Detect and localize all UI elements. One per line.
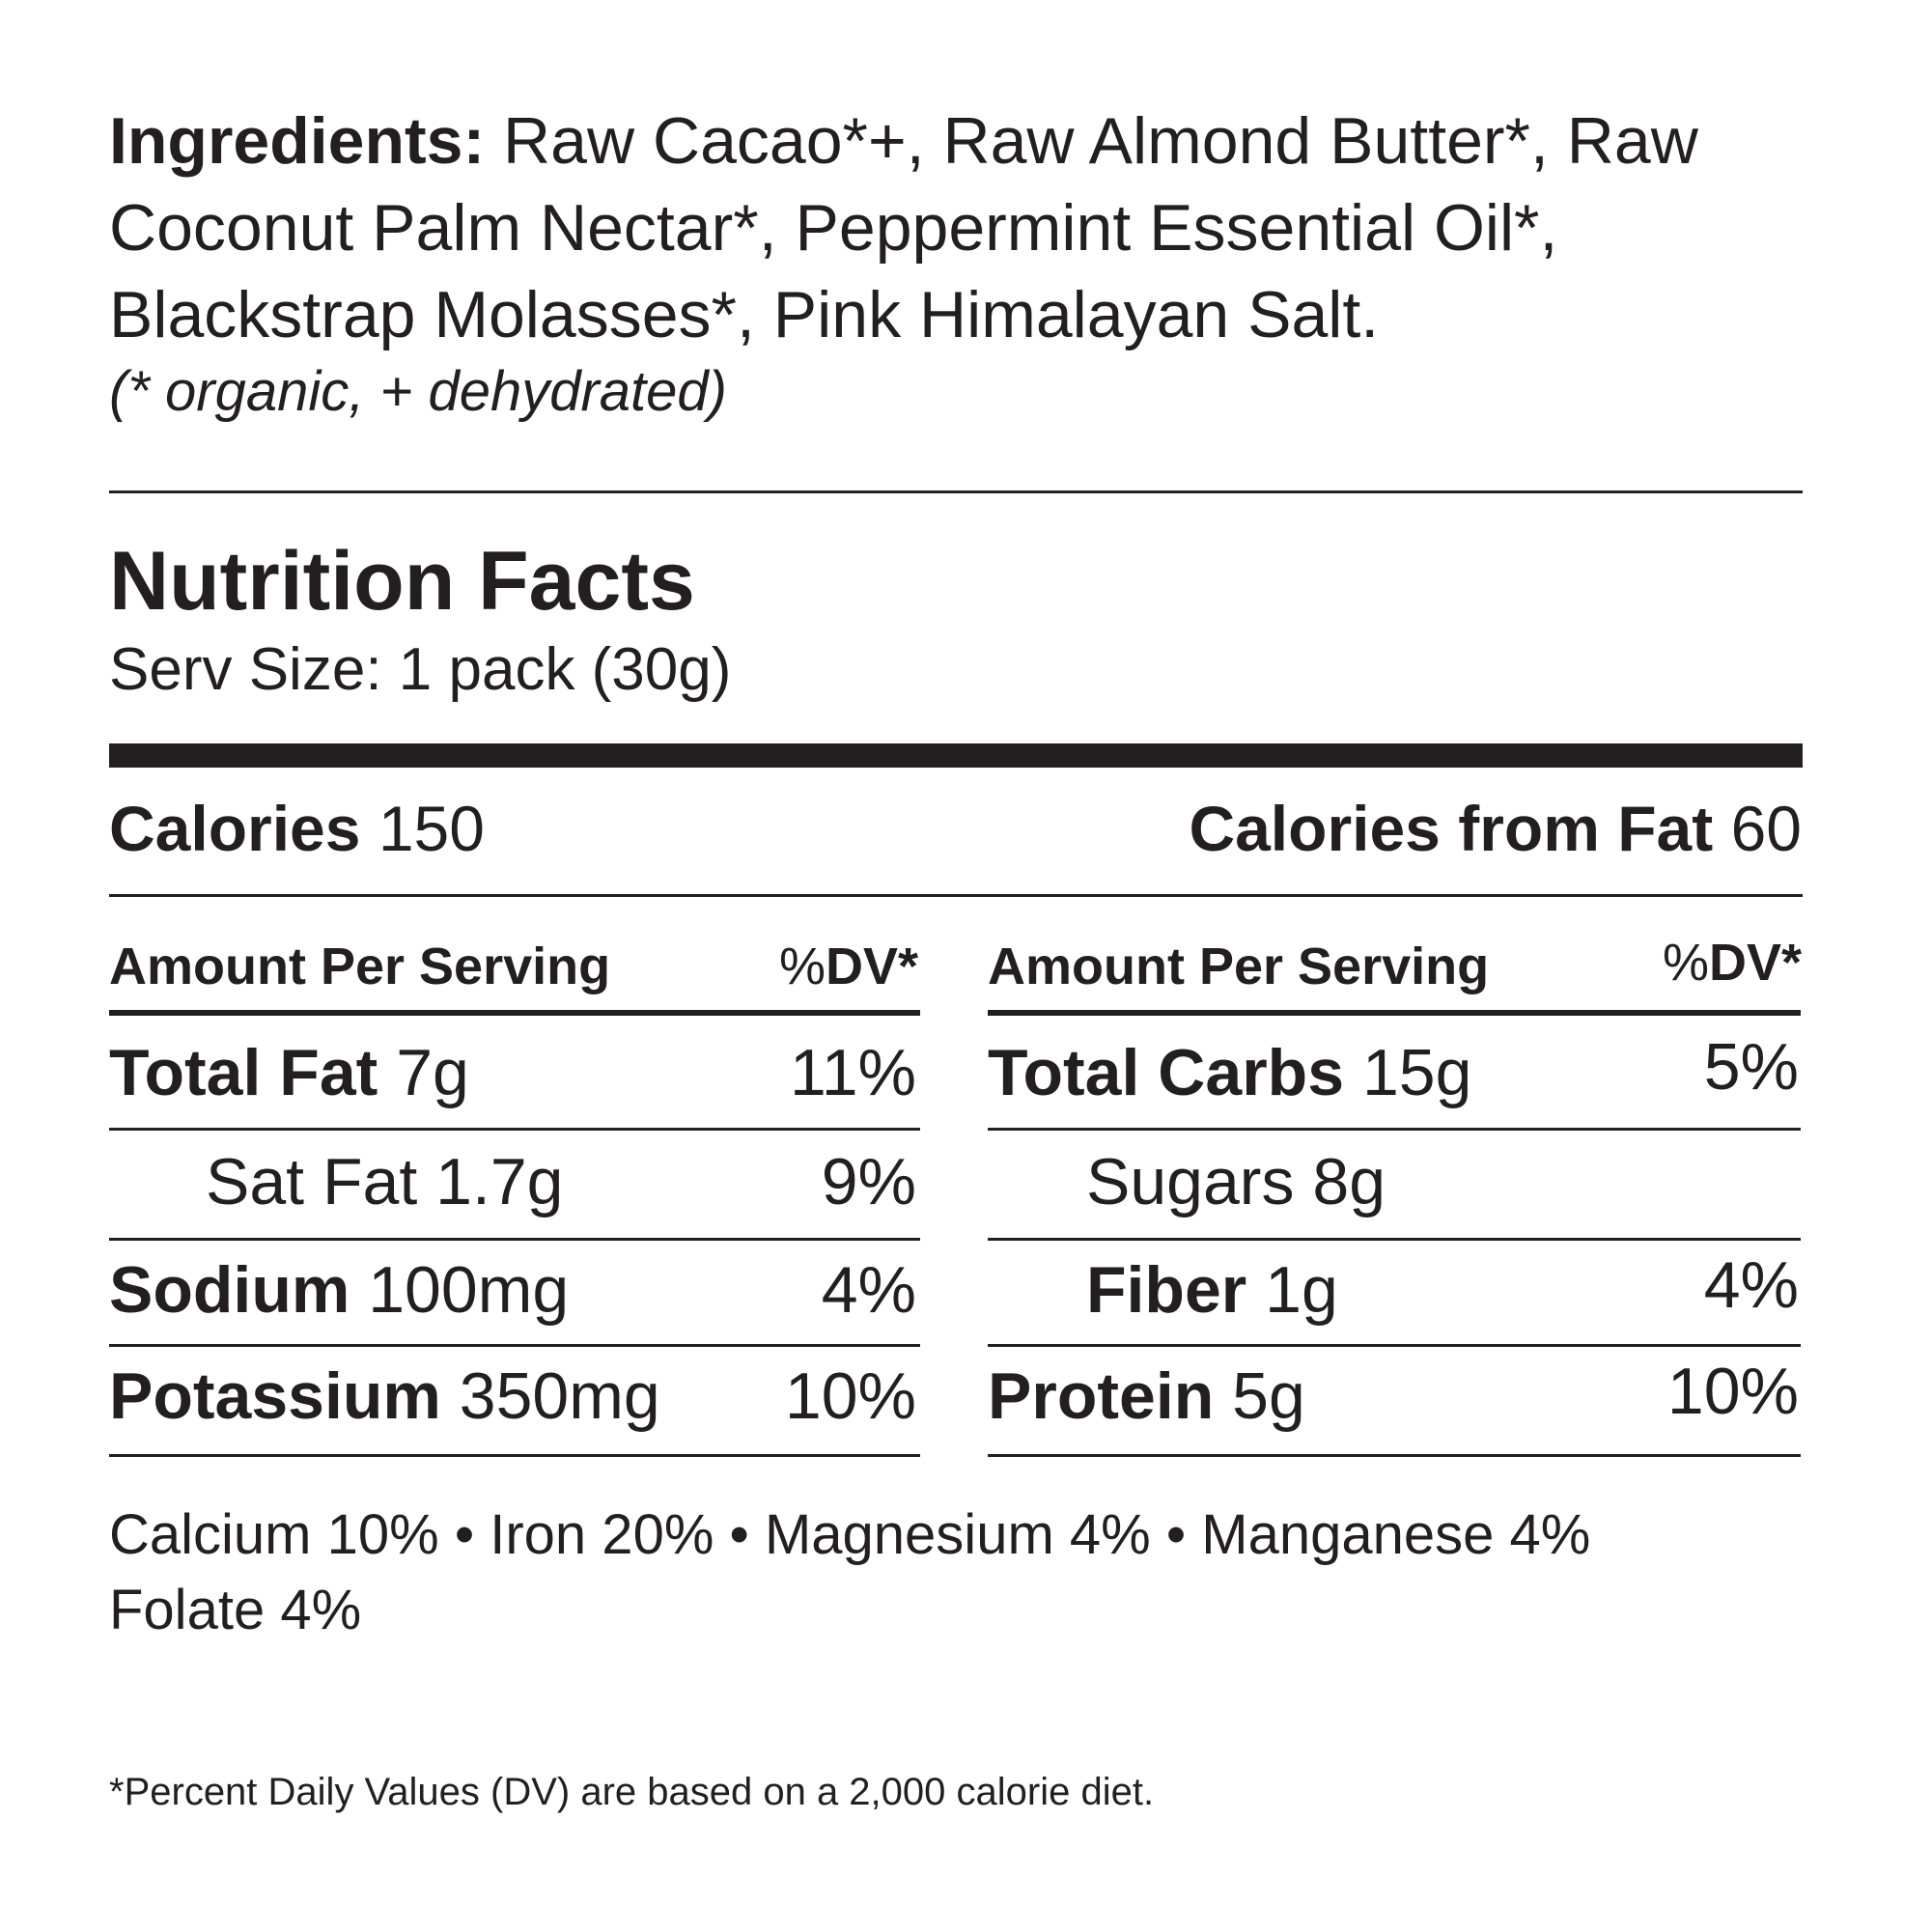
ingredients-note: (* organic, + dehydrated): [109, 360, 727, 423]
ingredients-text: [109, 98, 1808, 358]
nutrient-sugars: Sugars 8g: [1086, 1145, 1386, 1218]
right-header-amount: Amount Per Serving: [988, 938, 1490, 995]
nutrient-total-fat: Total Fat 7g: [109, 1036, 469, 1109]
dv-potassium: 10%: [784, 1359, 916, 1433]
nutrient-total-carbs: Total Carbs 15g: [988, 1036, 1472, 1109]
separator: •: [1165, 1503, 1187, 1566]
row-rule: [988, 1238, 1801, 1241]
nutrient-sodium: Sodium 100mg: [109, 1253, 570, 1327]
nutrient-potassium: Potassium 350mg: [109, 1359, 660, 1433]
mineral-magnesium: Magnesium 4%: [764, 1503, 1151, 1566]
dv-protein: 10%: [1666, 1355, 1799, 1428]
calories-label: Calories: [109, 793, 361, 864]
dv-total-carbs: 5%: [1703, 1030, 1799, 1104]
nutrient-protein: Protein 5g: [988, 1359, 1305, 1433]
calories-value: 150: [378, 793, 485, 864]
dv-total-fat: 11%: [789, 1036, 916, 1109]
calories-fat-value: 60: [1730, 793, 1802, 864]
header-rule-right: [988, 1010, 1801, 1016]
right-header-dv: %DV*: [1662, 934, 1802, 992]
divider: [109, 490, 1803, 493]
ingredients-list: Raw Cacao*+, Raw Almond Butter*, Raw Coconut Palm Nectar*, Peppermint Essential Oil*, Blackstrap Molasses*, Pink Himalayan Salt.: [109, 104, 1698, 351]
mineral-iron: Iron 20%: [490, 1503, 714, 1566]
minerals-list: [109, 1498, 1590, 1648]
mineral-manganese: Manganese 4%: [1201, 1503, 1591, 1566]
mineral-folate: Folate 4%: [109, 1579, 362, 1641]
row-rule: [109, 1344, 920, 1347]
row-rule: [109, 1238, 920, 1241]
left-header-dv: %DV*: [778, 938, 918, 995]
row-rule: [988, 1344, 1801, 1347]
nutrient-sat-fat: Sat Fat 1.7g: [206, 1145, 564, 1218]
serving-size: Serv Size: 1 pack (30g): [109, 636, 732, 703]
calories-fat-label: Calories from Fat: [1189, 793, 1714, 864]
separator: •: [454, 1503, 475, 1566]
calories-from-fat: [1189, 790, 1802, 867]
separator: •: [729, 1503, 749, 1566]
left-header-amount: Amount Per Serving: [109, 938, 611, 995]
row-rule: [109, 1128, 920, 1131]
dv-fiber: 4%: [1703, 1248, 1799, 1322]
row-rule: [988, 1454, 1801, 1457]
dv-sat-fat: 9%: [821, 1145, 916, 1218]
row-rule: [988, 1128, 1801, 1131]
dv-sodium: 4%: [821, 1253, 916, 1327]
nutrition-title: Nutrition Facts: [109, 535, 695, 628]
footnote: *Percent Daily Values (DV) are based on a 2,000 calorie diet.: [109, 1771, 1155, 1813]
header-rule-left: [109, 1010, 920, 1016]
row-rule: [109, 1454, 920, 1457]
calories: [109, 790, 485, 867]
ingredients-label: Ingredients:: [109, 104, 486, 178]
thick-divider: [109, 743, 1803, 768]
nutrient-fiber: Fiber 1g: [1086, 1253, 1338, 1327]
divider: [109, 894, 1803, 897]
mineral-calcium: Calcium 10%: [109, 1503, 439, 1566]
